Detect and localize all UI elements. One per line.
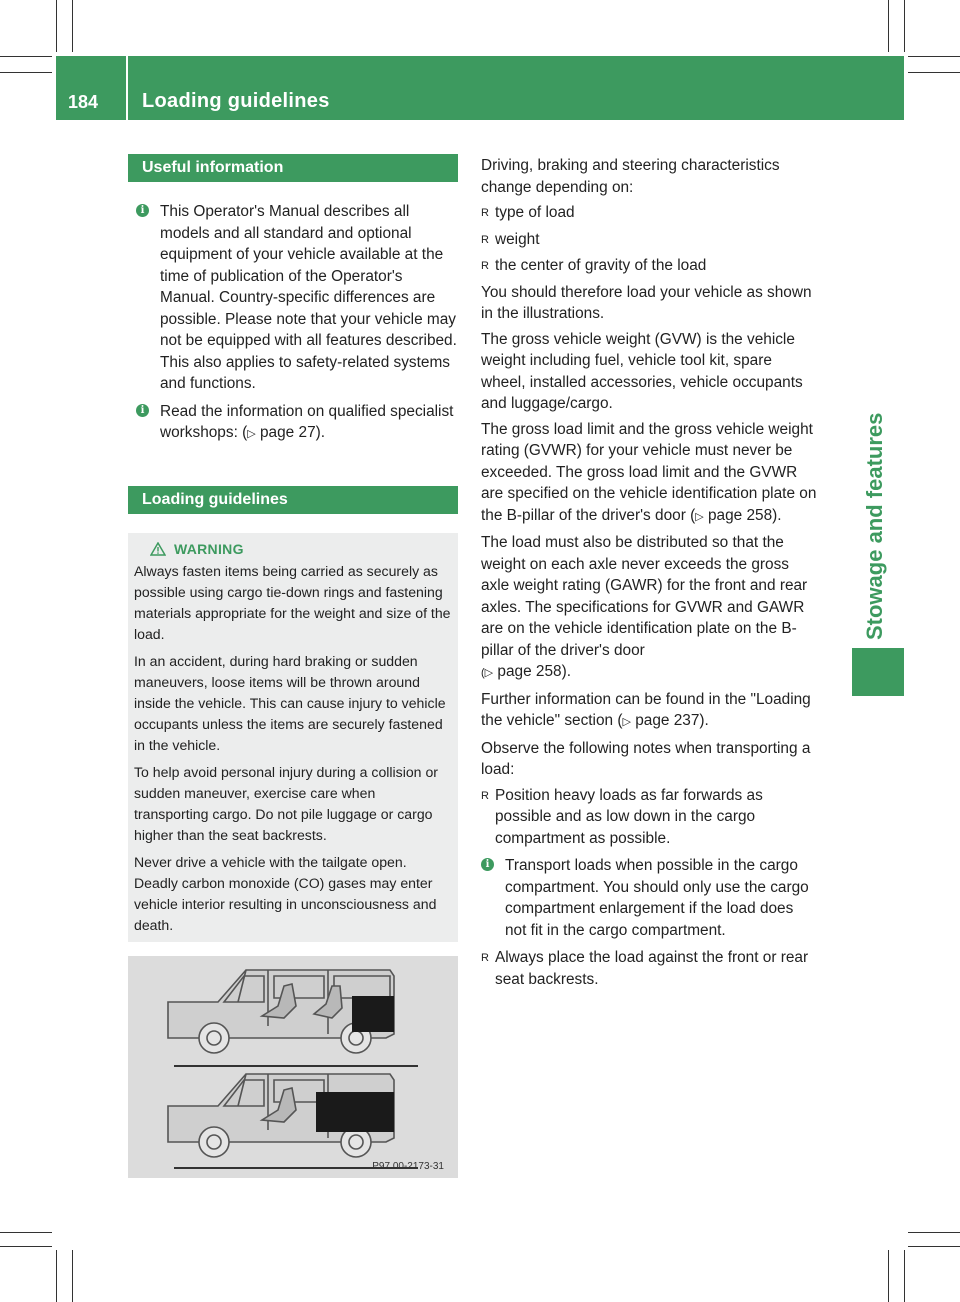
info-note bbox=[136, 401, 460, 446]
paragraph: Observe the following notes when transporting a load: bbox=[481, 739, 811, 778]
crop-mark bbox=[908, 1246, 960, 1247]
warning-triangle-icon bbox=[150, 542, 166, 556]
useful-info-notes bbox=[136, 201, 460, 452]
warning-body bbox=[134, 561, 452, 936]
info-icon: i bbox=[136, 204, 154, 216]
crop-mark bbox=[72, 0, 73, 52]
bullet-icon: R bbox=[481, 789, 489, 802]
paragraph: The gross load limit and the gross vehicle weight rating (GVWR) for your vehicle must never be exceeded. The gross load limit and the GVWR are specified on the vehicle identification plate on the B-pillar of the driver's door (▷ page 258). bbox=[481, 420, 817, 524]
loading-illustration bbox=[128, 956, 458, 1178]
paragraph: The gross vehicle weight (GVW) is the vehicle weight including fuel, vehicle tool kit, spare wheel, installed accessories, vehicle occupants and luggage/cargo. bbox=[481, 330, 803, 412]
crop-mark bbox=[0, 56, 52, 57]
warning-header bbox=[150, 541, 452, 557]
list-item: R the center of gravity of the load bbox=[481, 255, 817, 278]
list-item: R Position heavy loads as far forwards as possible and as low down in the cargo compartment as possible. bbox=[481, 785, 817, 850]
crop-mark bbox=[908, 56, 960, 57]
page-reference-arrow[interactable]: ▷ bbox=[622, 716, 631, 728]
paragraph: You should therefore load your vehicle as shown in the illustrations. bbox=[481, 283, 812, 322]
bullet-icon: R bbox=[481, 207, 489, 219]
crop-mark bbox=[0, 1232, 52, 1233]
paragraph: Driving, braking and steering characteristics change depending on: bbox=[481, 157, 780, 196]
page-reference[interactable]: page 237). bbox=[630, 712, 709, 729]
chapter-tab-label: Stowage and features bbox=[862, 412, 887, 640]
list-item: R weight bbox=[481, 229, 817, 252]
paragraph: Further information can be found in the "Loading the vehicle" section (▷ page 237). bbox=[481, 690, 811, 729]
crop-mark bbox=[0, 1246, 52, 1247]
info-icon: i bbox=[136, 404, 154, 416]
page-reference-arrow[interactable]: ▷ bbox=[247, 428, 256, 440]
info-note-text: Transport loads when possible in the cargo compartment. You should only use the cargo compartment enlargement if the load does not fit in the cargo compartment. bbox=[505, 857, 809, 939]
page-title: Loading guidelines bbox=[142, 90, 330, 112]
paragraph: The load must also be distributed so that the weight on each axle never exceeds the gross axle weight rating (GAWR) for the front and rear axles. The specifications for GVWR and GAWR are on the vehicle identification plate on the B-pillar of the driver's door (▷ page 258). bbox=[481, 534, 808, 680]
page-reference[interactable]: page 27). bbox=[255, 424, 326, 441]
page-reference[interactable]: page 258). bbox=[703, 506, 782, 524]
bullet-icon: R bbox=[481, 233, 489, 246]
list-item: R type of load bbox=[481, 202, 817, 225]
crop-mark bbox=[908, 72, 960, 73]
crop-mark bbox=[888, 0, 889, 52]
info-icon: i bbox=[481, 858, 499, 870]
figure-code: P97.00-2173-31 bbox=[372, 1161, 444, 1172]
page-reference-arrow[interactable]: ▷ bbox=[695, 510, 704, 523]
cargo-load-top bbox=[352, 996, 394, 1032]
section-heading-loading-guidelines: Loading guidelines bbox=[128, 486, 458, 514]
warning-paragraph: To help avoid personal injury during a collision or sudden maneuver, exercise care when transporting cargo. Do not pile luggage or cargo higher than the seat backrests. bbox=[134, 764, 438, 843]
info-note bbox=[136, 201, 460, 395]
list-item: R Always place the load against the front or rear seat backrests. bbox=[481, 947, 817, 990]
bullet-icon: R bbox=[481, 952, 489, 964]
vehicle-loading-drawing bbox=[128, 956, 458, 1178]
cargo-load-bottom bbox=[316, 1092, 394, 1132]
crop-mark bbox=[56, 1250, 57, 1302]
warning-paragraph: Always fasten items being carried as securely as possible using cargo tie-down rings and fastening materials appropriate for the weight and size of the load. bbox=[134, 563, 451, 642]
info-note bbox=[481, 855, 817, 941]
crop-mark bbox=[904, 1250, 905, 1302]
warning-title: WARNING bbox=[174, 541, 244, 557]
right-column-text bbox=[481, 155, 817, 994]
warning-paragraph: In an accident, during hard braking or sudden maneuvers, loose items will be thrown around inside the vehicle. This can cause injury to vehicle occupants unless the items are securely fastened in the vehicle. bbox=[134, 653, 446, 753]
crop-mark bbox=[908, 1232, 960, 1233]
warning-box bbox=[128, 533, 458, 942]
section-heading-useful-information: Useful information bbox=[128, 154, 458, 182]
page-number: 184 bbox=[68, 92, 99, 112]
page-reference-arrow[interactable]: (▷ bbox=[481, 667, 494, 679]
crop-mark bbox=[904, 0, 905, 52]
info-note-text: This Operator's Manual describes all models and all standard and optional equipment of your vehicle available at the time of publication of the Operator's Manual. Country-specific differences are possible. Please note that your vehicle may not be equipped with all features described. This also applies to safety-related systems and functions. bbox=[160, 203, 457, 392]
crop-mark bbox=[56, 0, 57, 52]
chapter-tab-marker bbox=[852, 648, 904, 696]
info-note-text: Read the information on qualified specialist workshops: (▷ page 27). bbox=[160, 402, 454, 441]
warning-paragraph: Never drive a vehicle with the tailgate open. Deadly carbon monoxide (CO) gases may enter vehicle interior resulting in unconsciousness and death. bbox=[134, 854, 437, 933]
crop-mark bbox=[72, 1250, 73, 1302]
header-divider bbox=[126, 56, 128, 120]
crop-mark bbox=[0, 72, 52, 73]
page-reference[interactable]: page 258). bbox=[493, 663, 571, 680]
bullet-icon: R bbox=[481, 260, 489, 272]
crop-mark bbox=[888, 1250, 889, 1302]
